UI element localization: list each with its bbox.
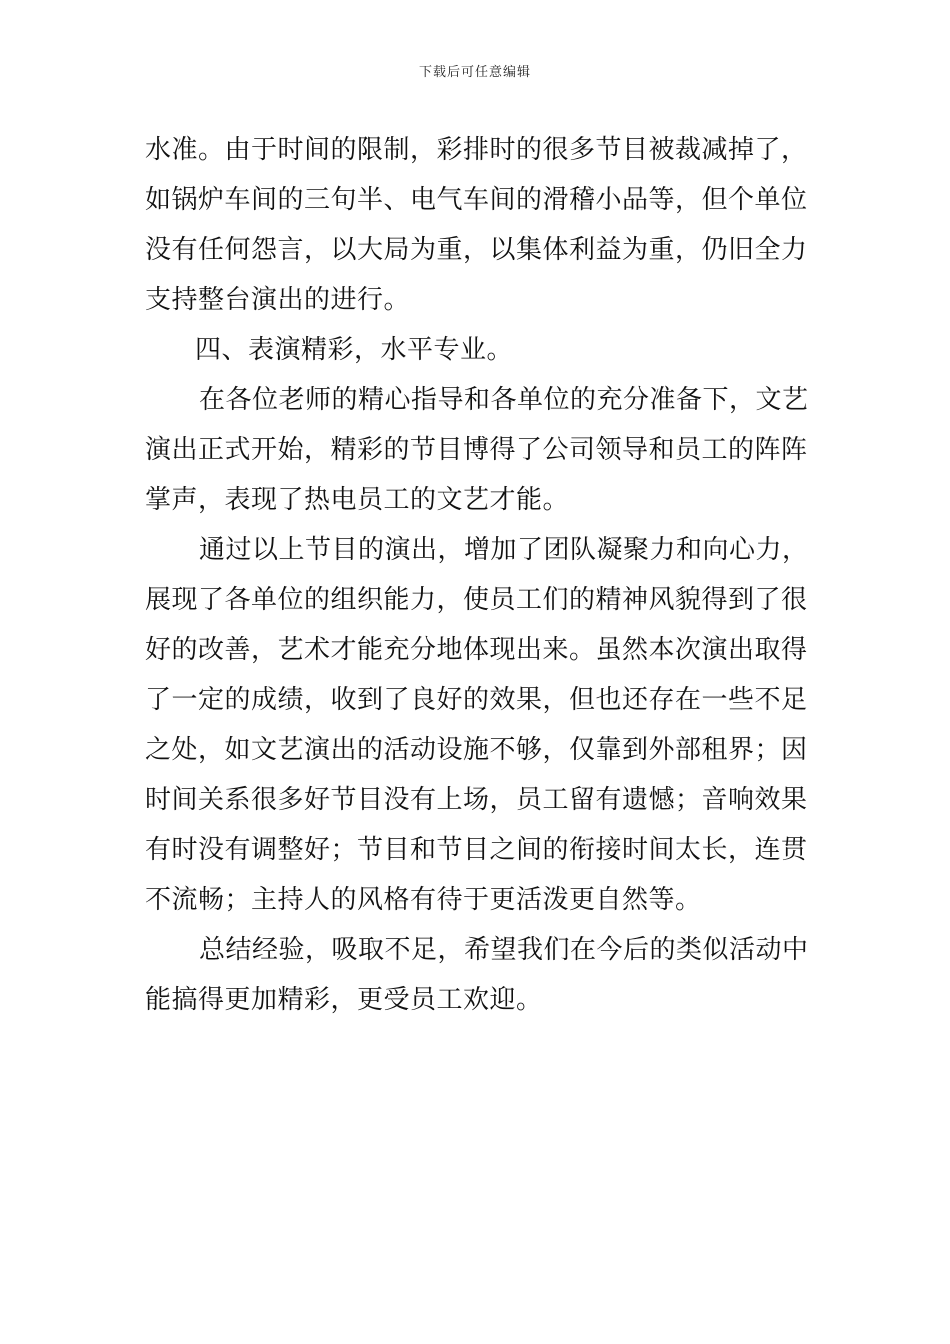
paragraph-line: 有时没有调整好；节目和节目之间的衔接时间太长，连贯 (145, 835, 808, 865)
paragraph-line: 了一定的成绩，收到了良好的效果，但也还存在一些不足 (145, 685, 808, 715)
paragraph-line: 总结经验，吸取不足，希望我们在今后的类似活动中 (199, 935, 809, 965)
paragraph-line: 没有任何怨言，以大局为重，以集体利益为重，仍旧全力 (145, 235, 808, 265)
paragraph-line: 演出正式开始，精彩的节目博得了公司领导和员工的阵阵 (145, 435, 808, 465)
paragraph-line: 在各位老师的精心指导和各单位的充分准备下，文艺 (199, 385, 809, 415)
paragraph-line: 展现了各单位的组织能力，使员工们的精神风貌得到了很 (145, 585, 808, 615)
paragraph-line: 支持整台演出的进行。 (145, 285, 411, 315)
paragraph-line: 能搞得更加精彩，更受员工欢迎。 (145, 985, 543, 1015)
page-header: 下载后可任意编辑 (418, 65, 531, 80)
paragraph-line: 如锅炉车间的三句半、电气车间的滑稽小品等，但个单位 (145, 185, 808, 215)
paragraph-line: 水准。由于时间的限制，彩排时的很多节目被裁减掉了， (145, 135, 808, 165)
paragraph-line: 通过以上节目的演出，增加了团队凝聚力和向心力， (199, 535, 809, 565)
paragraph-line: 之处，如文艺演出的活动设施不够，仅靠到外部租界；因 (145, 735, 808, 765)
document-body (145, 125, 809, 1025)
paragraph-line: 掌声，表现了热电员工的文艺才能。 (145, 485, 570, 515)
paragraph-line: 不流畅；主持人的风格有待于更活泼更自然等。 (145, 885, 702, 915)
paragraph-line: 好的改善，艺术才能充分地体现出来。虽然本次演出取得 (145, 635, 808, 665)
section-heading: 四、表演精彩，水平专业。 (195, 335, 514, 365)
paragraph-line: 时间关系很多好节目没有上场，员工留有遗憾；音响效果 (145, 785, 808, 815)
